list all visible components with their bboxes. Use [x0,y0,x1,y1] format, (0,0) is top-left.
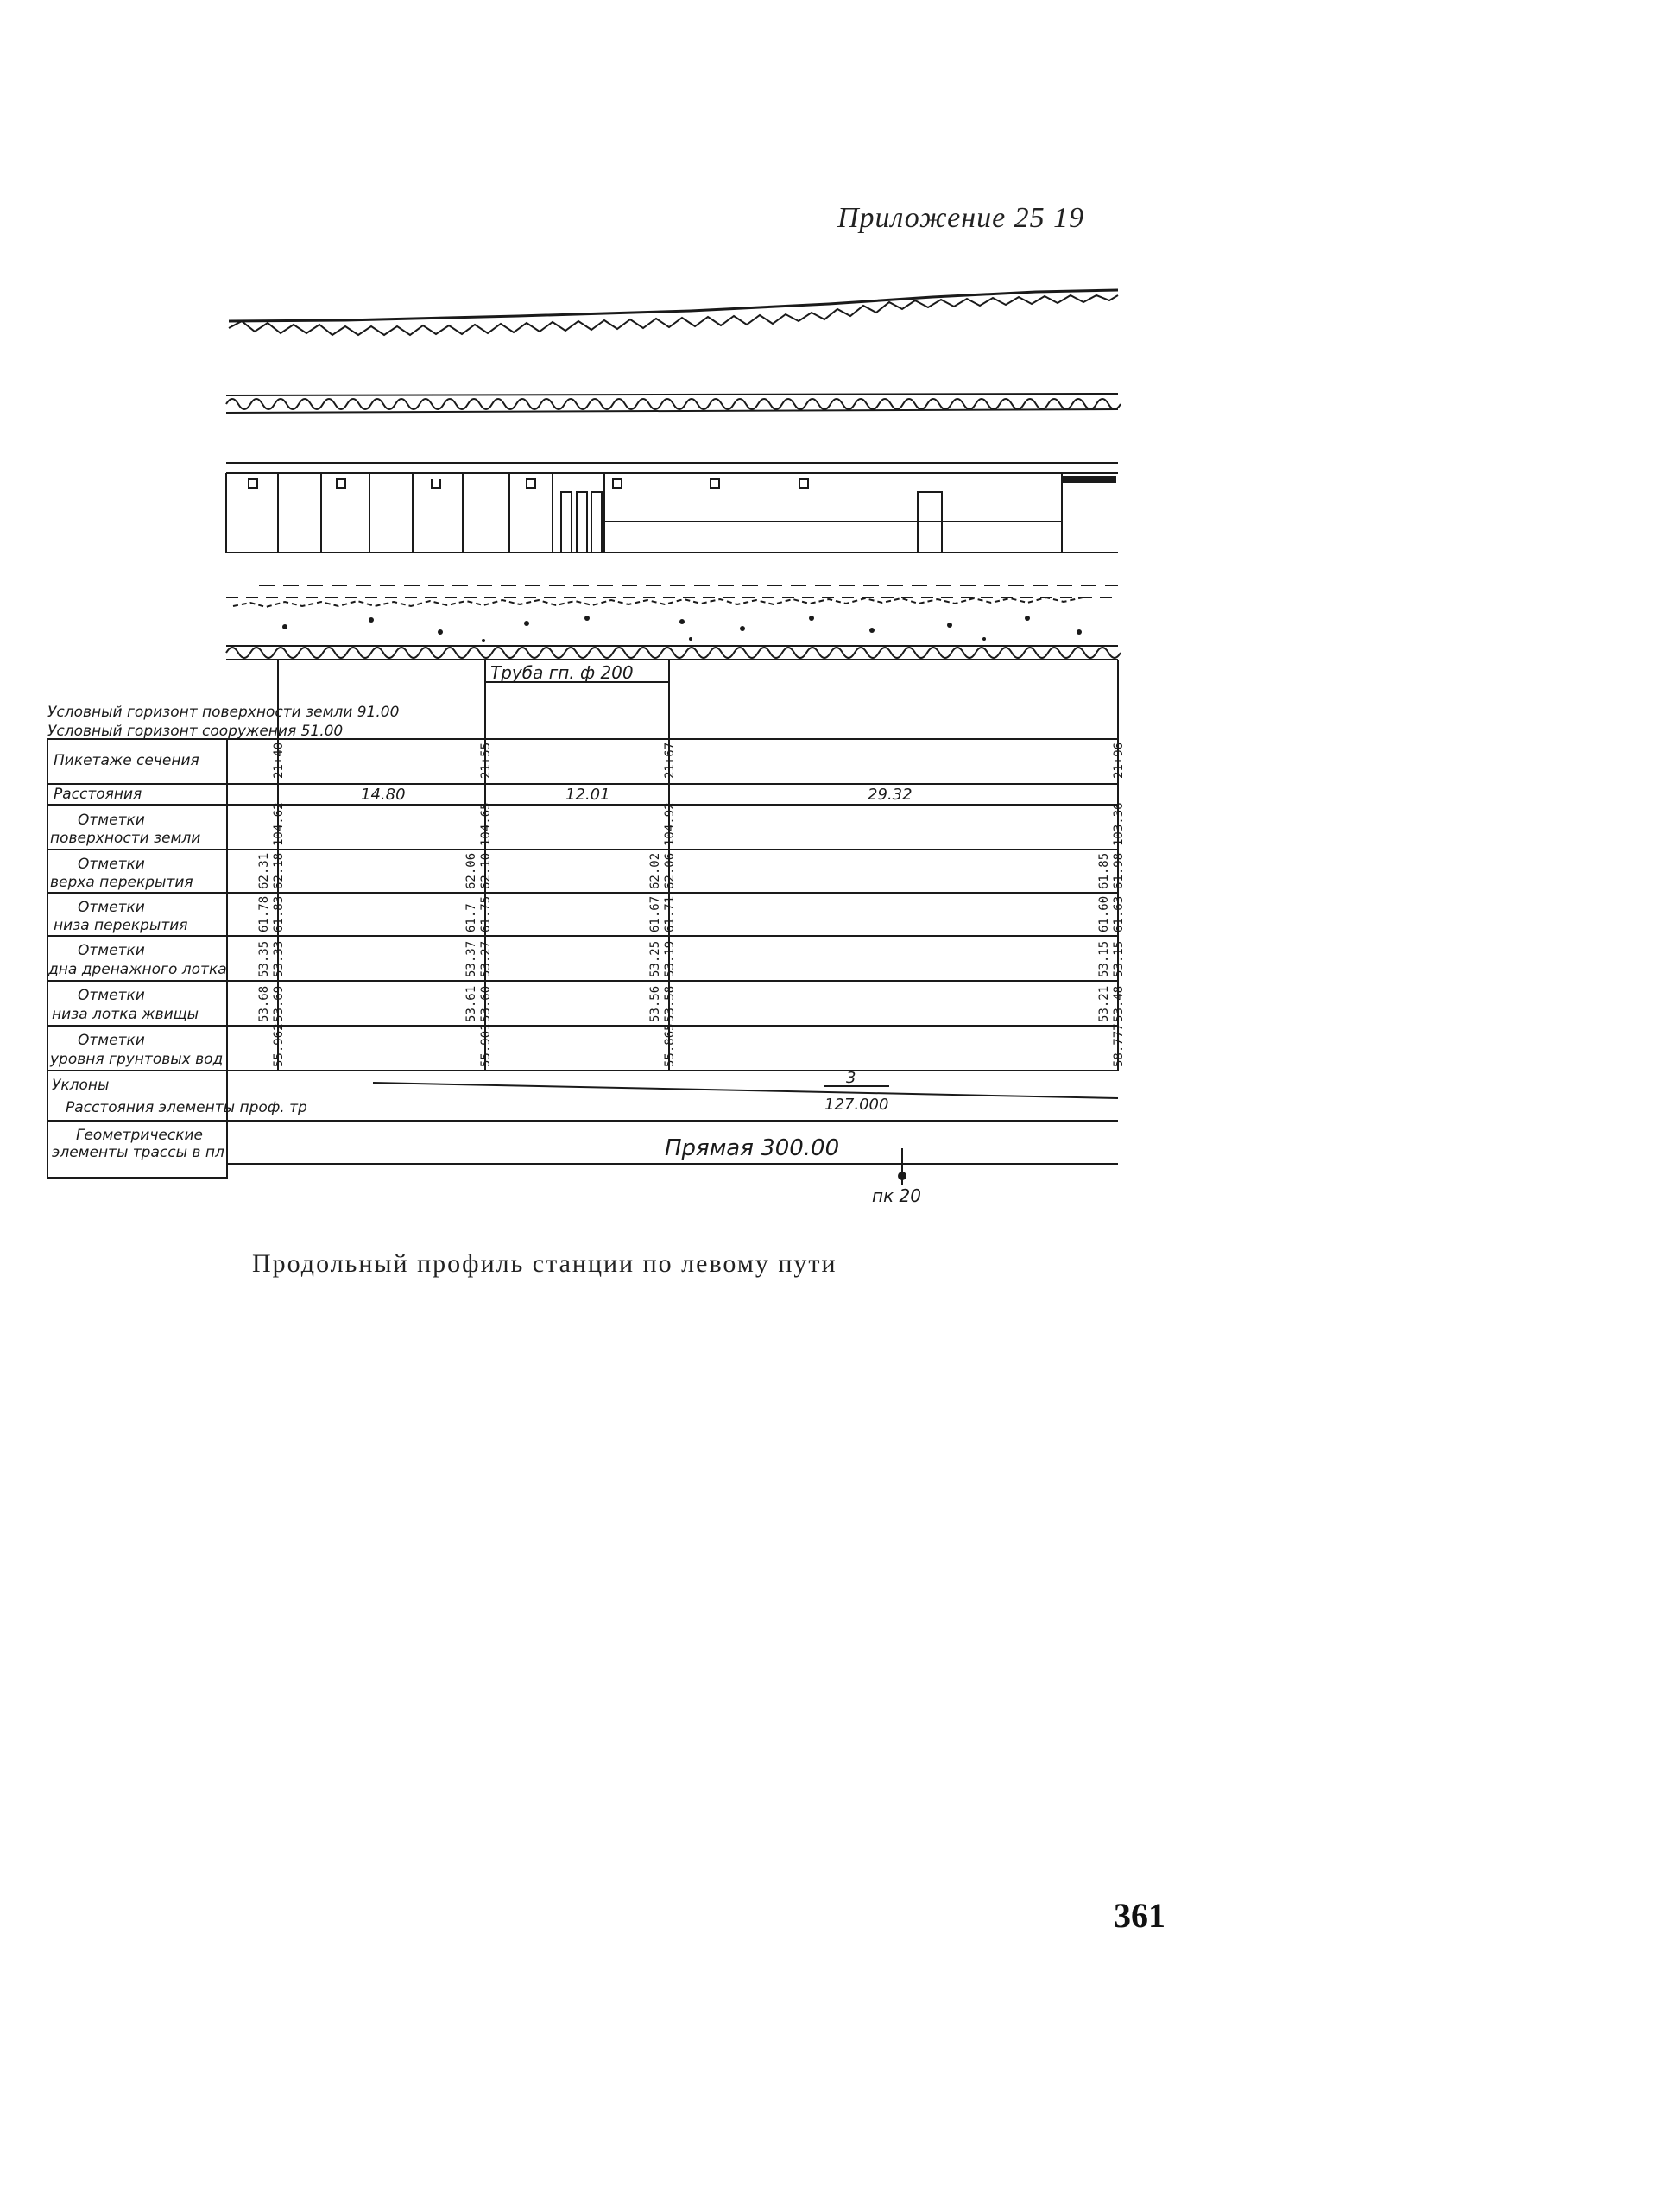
row-sublabel: уровня грунтовых вод [50,1051,224,1068]
drain-bottom-mark: 53.37 [464,940,478,977]
structure-horizon-label: Условный горизонт сооружения 51.00 [47,723,344,740]
tray-bottom-mark: 53.48 [1112,985,1126,1022]
row-label: Отметки [78,899,145,916]
drain-bottom-mark: 53.19 [663,940,677,977]
row-label: Отметки [78,942,145,959]
tray-bottom-mark: 53.68 [257,985,271,1022]
soil-layer [226,585,1118,607]
ground-mark: 104.62 [272,802,286,846]
tray-bottom-mark: 53.58 [663,985,677,1022]
bottom-slab-mark: 61.78 [257,895,271,932]
tray-band [226,646,1121,660]
distance-value: 29.32 [868,786,913,804]
geometry-label: Прямая 300.00 [665,1135,840,1161]
bottom-slab-mark: 61.71 [663,895,677,932]
row-label: Отметки [78,856,145,873]
row-label: Геометрические [76,1127,203,1144]
slope-value: 3 [846,1069,856,1087]
row-sublabel: низа лотка жвищы [52,1006,199,1023]
groundwater-mark: 55.962 [272,1023,286,1067]
ground-mark: 104.92 [663,802,677,846]
top-slab-mark: 62.02 [648,852,662,889]
drain-bottom-mark: 53.25 [648,940,662,977]
pk-label: пк 20 [872,1185,921,1206]
top-slab-mark: 62.06 [663,852,677,889]
station-structure [226,463,1118,553]
row-sublabel: элементы трассы в пл [52,1144,224,1161]
row-sublabel: Расстояния элементы проф. тр [66,1099,307,1116]
drain-bottom-mark: 53.33 [272,940,286,977]
groundwater-mark: 58.777 [1112,1023,1126,1067]
top-slab-mark: 62.18 [272,852,286,889]
tray-bottom-mark: 53.21 [1097,985,1111,1022]
drain-bottom-mark: 53.15 [1097,940,1111,977]
drain-bottom-mark: 53.15 [1112,940,1126,977]
pipe-label: Труба гп. ф 200 [490,662,634,683]
distance-value: 12.01 [565,786,610,804]
ballast-band [226,394,1121,413]
tray-bottom-mark: 53.61 [464,985,478,1022]
page-number: 361 [1114,1896,1165,1935]
bottom-slab-mark: 61.7 [464,903,478,932]
bottom-slab-mark: 61.75 [479,895,493,932]
row-label: Отметки [78,987,145,1004]
appendix-label: Приложение 25 19 [837,202,1085,234]
bottom-slab-mark: 61.60 [1097,895,1111,932]
top-slab-mark: 62.10 [479,852,493,889]
picket-value: 21+40 [272,742,286,779]
bottom-slab-mark: 61.63 [1112,895,1126,932]
picket-value: 21+96 [1112,742,1126,779]
ground-mark: 104.65 [479,802,493,846]
ground-mark: 103.36 [1112,802,1126,846]
groundwater-mark: 55.901 [479,1023,493,1067]
groundwater-mark: 55.865 [663,1023,677,1067]
ground-horizon-label: Условный горизонт поверхности земли 91.00 [47,704,400,721]
picket-value: 21+55 [479,742,493,779]
row-label: Отметки [78,812,145,829]
top-slab-mark: 61.98 [1112,852,1126,889]
row-label: Отметки [78,1032,145,1049]
bottom-slab-mark: 61.83 [272,895,286,932]
soil-dots [282,616,1082,642]
drain-bottom-mark: 53.27 [479,940,493,977]
bottom-slab-mark: 61.67 [648,895,662,932]
row-label: Расстояния [54,786,142,803]
tray-bottom-mark: 53.60 [479,985,493,1022]
row-sublabel: дна дренажного лотка [48,961,227,978]
row-sublabel: поверхности земли [50,830,201,847]
ground-surface [229,290,1118,335]
row-label: Уклоны [52,1077,110,1094]
top-slab-mark: 62.31 [257,852,271,889]
tray-bottom-mark: 53.56 [648,985,662,1022]
top-slab-mark: 61.85 [1097,852,1111,889]
row-label: Пикетаже сечения [54,752,199,769]
row-sublabel: низа перекрытия [54,917,188,934]
slope-length: 127.000 [824,1096,889,1114]
row-sublabel: верха перекрытия [50,874,193,891]
drain-bottom-mark: 53.35 [257,940,271,977]
top-slab-mark: 62.06 [464,852,478,889]
figure-caption: Продольный профиль станции по левому пути [252,1249,837,1278]
distance-value: 14.80 [361,786,406,804]
tray-bottom-mark: 53.69 [272,985,286,1022]
picket-value: 21+67 [663,742,677,779]
